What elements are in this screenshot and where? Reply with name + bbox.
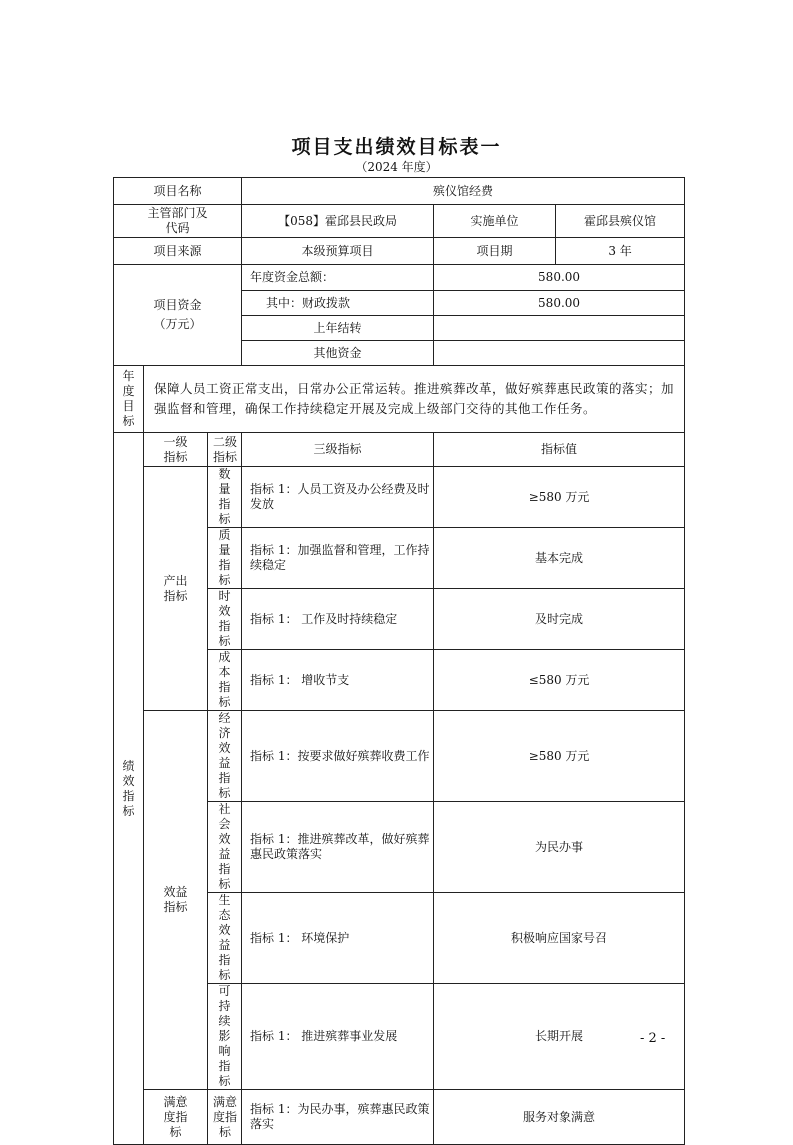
- funds-label: [114, 265, 242, 366]
- header-level1: [144, 433, 208, 467]
- level2-cell: [208, 893, 242, 984]
- source-label: 项目来源: [114, 238, 242, 265]
- level2-cell: [208, 711, 242, 802]
- level2-text: 时效指标: [218, 589, 231, 648]
- level3-cell: 指标 1：人员工资及办公经费及时发放: [242, 467, 434, 528]
- level2-text: 社会效益指标: [218, 802, 231, 891]
- project-name-label: 项目名称: [114, 178, 242, 205]
- level2-cell: [208, 650, 242, 711]
- source-value: 本级预算项目: [242, 238, 434, 265]
- fund-fiscal-label: 其中：财政拨款: [242, 291, 434, 316]
- fund-total-label: 年度资金总额：: [242, 265, 434, 291]
- level3-cell: 指标 1： 推进殡葬事业发展: [242, 984, 434, 1090]
- value-cell: ≥580 万元: [434, 711, 685, 802]
- value-cell: 服务对象满意: [434, 1090, 685, 1145]
- level2-text: 经济效益指标: [218, 711, 231, 800]
- indicators-label-text: 绩效指标: [122, 758, 135, 818]
- row-annual-goal: [114, 366, 685, 433]
- fund-fiscal-value: 580.00: [434, 291, 685, 316]
- table-row: [114, 467, 685, 528]
- level2-text: 数量指标: [218, 467, 231, 526]
- header-level2: [208, 433, 242, 467]
- header-value: 指标值: [434, 433, 685, 467]
- funds-label-text: 项目资金（万元）: [153, 298, 202, 331]
- fund-carry-value: [434, 316, 685, 341]
- fund-total-value: 580.00: [434, 265, 685, 291]
- row-source: [114, 238, 685, 265]
- level2-cell: [208, 1090, 242, 1145]
- impl-unit-value: 霍邱县殡仪馆: [556, 205, 685, 238]
- benefit-indicator-label: [144, 711, 208, 1090]
- level3-cell: 指标 1： 环境保护: [242, 893, 434, 984]
- header-level2-text: 二级指标: [212, 434, 237, 464]
- level2-cell: [208, 467, 242, 528]
- level2-cell: [208, 802, 242, 893]
- satisfaction-indicator-label-text: 满意度指标: [163, 1094, 188, 1139]
- impl-unit-label: 实施单位: [434, 205, 556, 238]
- page-subtitle: （2024 年度）: [355, 160, 438, 174]
- page-number: - 2 -: [640, 1031, 666, 1046]
- level3-cell: 指标 1： 增收节支: [242, 650, 434, 711]
- benefit-indicator-label-text: 效益指标: [163, 885, 188, 914]
- value-cell: 及时完成: [434, 589, 685, 650]
- level2-text: 质量指标: [218, 528, 231, 587]
- dept-value: 【058】霍邱县民政局: [242, 205, 434, 238]
- project-name-value: 殡仪馆经费: [242, 178, 685, 205]
- fund-other-value: [434, 341, 685, 366]
- value-cell: 积极响应国家号召: [434, 893, 685, 984]
- row-department: [114, 205, 685, 238]
- period-value: 3 年: [556, 238, 685, 265]
- level2-cell: [208, 528, 242, 589]
- performance-goal-table: [113, 177, 685, 1145]
- level3-cell: 指标 1：推进殡葬改革，做好殡葬惠民政策落实: [242, 802, 434, 893]
- level2-cell: [208, 589, 242, 650]
- value-cell: 为民办事: [434, 802, 685, 893]
- level3-cell: 指标 1：为民办事，殡葬惠民政策落实: [242, 1090, 434, 1145]
- annual-goal-label-text: 年度目标: [122, 369, 135, 428]
- row-project-name: [114, 178, 685, 205]
- indicators-label: [114, 433, 144, 1145]
- header-level3: 三级指标: [242, 433, 434, 467]
- value-cell: ≥580 万元: [434, 467, 685, 528]
- row-indicator-header: [114, 433, 685, 467]
- level2-text: 生态效益指标: [218, 893, 231, 982]
- level2-text: 可持续影响指标: [218, 984, 231, 1088]
- fund-other-label: 其他资金: [242, 341, 434, 366]
- level3-cell: 指标 1：按要求做好殡葬收费工作: [242, 711, 434, 802]
- annual-goal-text: 保障人员工资正常支出，日常办公正常运转。推进殡葬改革，做好殡葬惠民政策的落实；加强监督和管理，确保工作持续稳定开展及完成上级部门交待的其他工作任务。: [144, 366, 685, 433]
- level2-text: 满意度指标: [212, 1094, 237, 1139]
- value-cell: 长期开展: [434, 984, 685, 1090]
- header-level1-text: 一级指标: [163, 434, 188, 464]
- annual-goal-label: [114, 366, 144, 433]
- level2-cell: [208, 984, 242, 1090]
- value-cell: 基本完成: [434, 528, 685, 589]
- level3-cell: 指标 1： 工作及时持续稳定: [242, 589, 434, 650]
- table-row: [114, 1090, 685, 1145]
- table-row: [114, 711, 685, 802]
- output-indicator-label: [144, 467, 208, 711]
- page-title: 项目支出绩效目标表一: [291, 136, 502, 158]
- dept-label: [114, 205, 242, 238]
- fund-carry-label: 上年结转: [242, 316, 434, 341]
- level3-cell: 指标 1：加强监督和管理，工作持续稳定: [242, 528, 434, 589]
- row-fund-total: [114, 265, 685, 291]
- level2-text: 成本指标: [218, 650, 231, 709]
- dept-label-text: 主管部门及代码: [147, 206, 208, 235]
- period-label: 项目期: [434, 238, 556, 265]
- value-cell: ≤580 万元: [434, 650, 685, 711]
- satisfaction-indicator-label: [144, 1090, 208, 1145]
- output-indicator-label-text: 产出指标: [163, 573, 188, 603]
